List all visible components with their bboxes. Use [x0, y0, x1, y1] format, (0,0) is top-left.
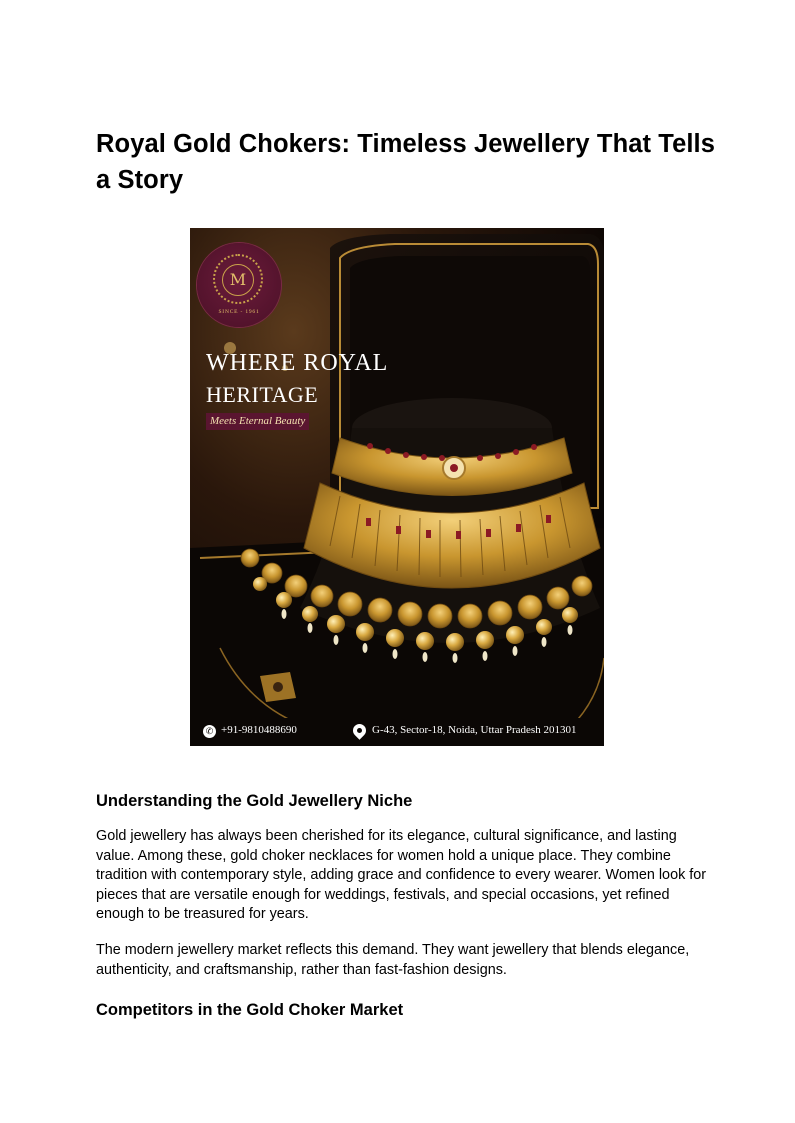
- paragraph-niche-2: The modern jewellery market reflects this demand. They want jewellery that blends elegance, authenticity, and craftsmanship, rather than fast-fashion designs.: [96, 942, 690, 978]
- poster-headline-line2: HERITAGE: [206, 382, 319, 407]
- poster-phone: +91-9810488690: [221, 724, 297, 736]
- page-title: Royal Gold Chokers: Timeless Jewellery That Tells a Story: [96, 130, 716, 194]
- location-pin-icon: [350, 721, 368, 739]
- logo-monogram: M: [222, 264, 254, 296]
- poster-tagline: Meets Eternal Beauty: [206, 413, 309, 430]
- section-heading-niche: Understanding the Gold Jewellery Niche: [96, 792, 413, 810]
- jewellery-poster-image: [190, 228, 604, 746]
- poster-address: G-43, Sector-18, Noida, Uttar Pradesh 201301: [372, 724, 577, 736]
- paragraph-niche-1: Gold jewellery has always been cherished for its elegance, cultural significance, and lasting value. Among these, gold choker necklaces for women hold a unique place. They combine tradition with contemporary style, adding grace and confidence to every wearer. Women look for pieces that are versatile enough for weddings, festivals, and special occasions, yet refined enough to be treasured for years.: [96, 828, 707, 922]
- poster-contact-bar: [190, 718, 604, 746]
- poster-headline-line1: WHERE ROYAL: [206, 350, 389, 376]
- brand-logo-badge: [197, 243, 281, 327]
- phone-icon: ✆: [203, 725, 216, 738]
- section-heading-competitors: Competitors in the Gold Choker Market: [96, 1001, 404, 1019]
- logo-since-text: SINCE - 1961: [218, 309, 260, 315]
